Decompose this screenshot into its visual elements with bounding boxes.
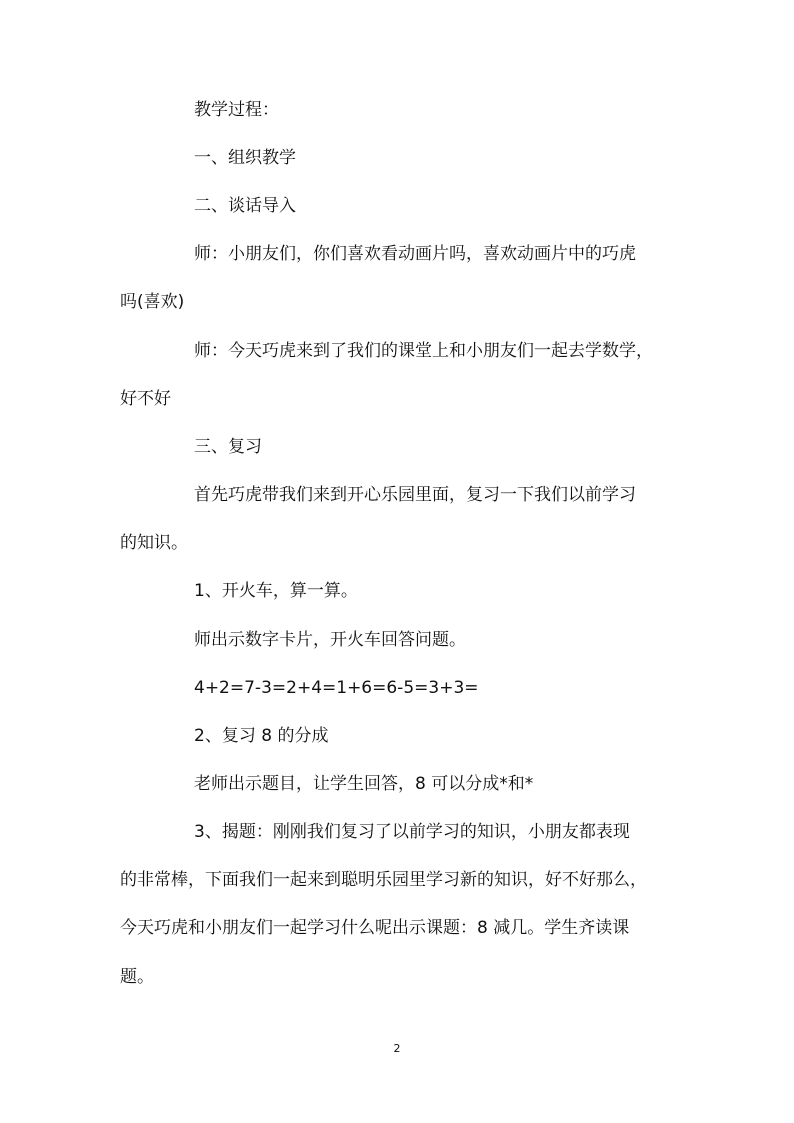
paragraph-teacher-line-2: 师：今天巧虎来到了我们的课堂上和小朋友们一起去学数学， [194,341,653,361]
item-reveal-topic: 3、揭题：刚刚我们复习了以前学习的知识，小朋友都表现 [194,822,630,842]
item-train-calc: 1、开火车，算一算。 [194,581,358,601]
paragraph-teacher-line-1-cont: 吗(喜欢) [120,292,185,312]
text-equations: 4+2=7-3=2+4=1+6=6-5=3+3= [194,678,479,698]
paragraph-teacher-line-2-cont: 好不好 [120,389,171,409]
item-reveal-topic-cont-1: 的非常棒，下面我们一起来到聪明乐园里学习新的知识，好不好那么， [120,870,647,890]
item-reveal-topic-cont-2: 今天巧虎和小朋友们一起学习什么呢出示课题：8 减几。学生齐读课 [120,918,630,938]
paragraph-review-intro: 首先巧虎带我们来到开心乐园里面，复习一下我们以前学习 [194,485,636,505]
heading-organize-teaching: 一、组织教学 [194,148,296,168]
text-teaching-process: 教学过程： [194,100,279,120]
paragraph-number-cards: 师出示数字卡片，开火车回答问题。 [194,630,466,650]
heading-conversation-intro: 二、谈话导入 [194,196,296,216]
paragraph-decomposition-question: 老师出示题目，让学生回答，8 可以分成*和* [194,774,534,794]
page-number: 2 [393,1042,401,1055]
item-review-decomposition: 2、复习 8 的分成 [194,726,329,746]
heading-review: 三、复习 [194,437,262,457]
paragraph-review-intro-cont: 的知识。 [120,533,188,553]
paragraph-teacher-line-1: 师：小朋友们，你们喜欢看动画片吗，喜欢动画片中的巧虎 [194,244,636,264]
item-reveal-topic-cont-3: 题。 [120,967,154,987]
